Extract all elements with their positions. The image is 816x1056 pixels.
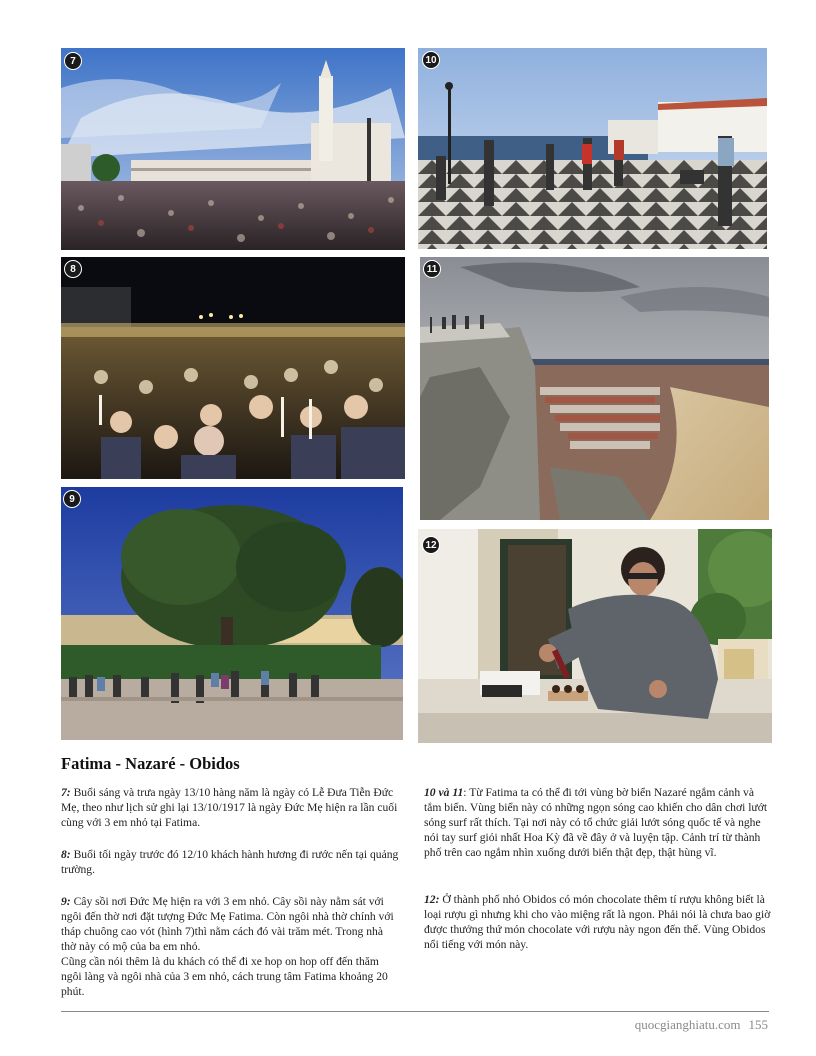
photo-9-oak-tree — [61, 487, 403, 740]
photo-badge: 12 — [422, 536, 440, 554]
photo-11-nazare-cliff-view — [420, 257, 769, 520]
photo-badge: 7 — [64, 52, 82, 70]
photo-8-candle-procession — [61, 257, 405, 479]
caption-7: 7: Buổi sáng và trưa ngày 13/10 hàng năm là ngày có Lễ Đưa Tiễn Đức Mẹ, theo như lịch sử ghi lại 13/10/1917 là ngày Đức Mẹ hiện ra lần cuối cùng với 3 em nhỏ tại Fatima. — [61, 786, 398, 829]
article-left-column — [61, 785, 401, 999]
caption-12: 12: Ở thành phố nhỏ Obidos có món chocolate thêm tí rượu không biết là loại rượu gì nhưng khi cho vào miệng rất là ngon. Phải nói là chưa bao giờ được thưởng thứ món chocolate với rượu này ngon đến thế. Vùng Obidos nổi tiếng với món này. — [424, 893, 771, 951]
article-title: Fatima - Nazaré - Obidos — [61, 754, 240, 773]
photo-badge: 9 — [63, 490, 81, 508]
footer-divider — [61, 1011, 769, 1012]
caption-10-11: 10 và 11: Từ Fatima ta có thể đi tới vùng bờ biển Nazaré ngắm cảnh và tắm biển. Vùng biển này có những ngọn sóng cao khiến cho dân chơi lướt sóng surf rất thích. Tại nơi này có tổ chức giải lướt sóng quốc tế và nghe nói tay surf giỏi nhất Hoa Kỳ đã về đây ở và luyện tập. Cảnh trí từ thành phố trên cao ngắm nhìn xuống dưới biển thật đẹp, thật hùng vĩ. — [424, 786, 768, 859]
photo-12-obidos-chocolate — [418, 529, 772, 743]
caption-9: 9: Cây sồi nơi Đức Mẹ hiện ra với 3 em nhỏ. Cây sồi này nằm sát với ngôi đến thờ nơi đặt tượng Đức Mẹ Fatima. Còn ngôi nhà thờ chính với tháp chuông cao vót (hình 7)thì nằm cách đó vài trăm mét. Trong nhà thờ này có mộ của ba em nhỏ. — [61, 895, 394, 953]
page-footer — [627, 1017, 768, 1033]
photo-badge: 10 — [422, 51, 440, 69]
caption-9-extra: Cũng cần nói thêm là du khách có thể đi xe hop on hop off đến thăm ngôi làng và ngôi nhà của 3 em nhỏ, cách trung tâm Fatima khoảng 20 phút. — [61, 955, 388, 998]
photo-7-fatima-basilica — [61, 48, 405, 250]
photo-10-nazare-promenade — [418, 48, 767, 249]
footer-site: quocgianghiatu.com — [634, 1017, 741, 1032]
photo-badge: 8 — [64, 260, 82, 278]
article-right-column — [424, 785, 772, 952]
page-number: 155 — [748, 1017, 768, 1032]
caption-8: 8: Buổi tối ngày trước đó 12/10 khách hành hương đi rước nến tại quảng trường. — [61, 848, 399, 876]
photo-badge: 11 — [423, 260, 441, 278]
